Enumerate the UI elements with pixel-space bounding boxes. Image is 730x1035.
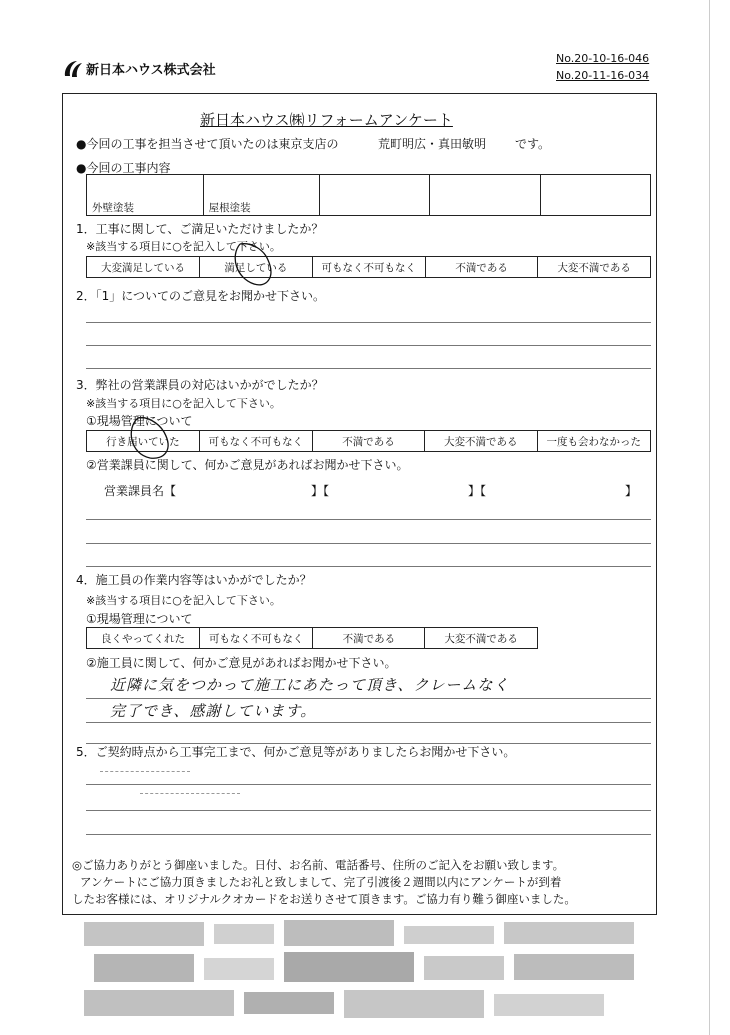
doc-number-2: No.20-11-16-034	[556, 69, 650, 82]
answer-line	[86, 698, 651, 699]
answer-line	[86, 543, 651, 544]
doc-number-1: No.20-10-16-046	[556, 52, 650, 65]
q4-option[interactable]: 可もなく不可もなく	[200, 628, 313, 649]
footer-line2: アンケートにご協力頂きましたお礼と致しまして、完了引渡後２週間以内にアンケートが到着	[80, 875, 562, 889]
q1-option[interactable]: 不満である	[426, 257, 538, 278]
footer-line1: ◎ご協力ありがとう御座いました。日付、お名前、電話番号、住所のご記入をお願い致します。	[72, 858, 565, 872]
form-frame	[62, 93, 657, 915]
q3-title: 3．弊社の営業課員の対応はいかがでしたか？	[76, 378, 324, 392]
q1-selection-circle-icon	[226, 238, 286, 293]
q4-sub2: ②施工員に関して、何かご意見があればお聞かせ下さい。	[86, 656, 397, 670]
answer-line	[86, 345, 651, 346]
staff-name-label: 営業課員名【	[104, 484, 177, 498]
q3-option[interactable]: 行き届いていた	[87, 431, 200, 452]
q4-sub1: ①現場管理について	[86, 612, 193, 626]
work-item: 外壁塗装	[87, 175, 204, 216]
handwritten-comment-line2: 完了でき、感謝しています。	[110, 702, 317, 720]
q4-option[interactable]: 不満である	[313, 628, 425, 649]
answer-line	[86, 784, 651, 785]
answer-line	[86, 519, 651, 520]
work-content-label: ●今回の工事内容	[76, 161, 171, 175]
work-item: 屋根塗装	[203, 175, 320, 216]
staff-names: 荒町明広・真田敏明	[378, 137, 487, 151]
intro-prefix: ●今回の工事を担当させて頂いたのは東京支店の	[76, 137, 339, 151]
q3-sub1: ①現場管理について	[86, 414, 193, 428]
q4-option[interactable]: 良くやってくれた	[87, 628, 200, 649]
q3-note: ※該当する項目に○を記入して下さい。	[86, 397, 281, 410]
company-name: 新日本ハウス株式会社	[86, 63, 216, 78]
answer-line	[86, 566, 651, 567]
q4-title: 4．施工員の作業内容等はいかがでしたか？	[76, 573, 312, 587]
q1-option[interactable]: 大変満足している	[87, 257, 200, 278]
q1-option[interactable]: 可もなく不可もなく	[312, 257, 425, 278]
q3-sub2: ②営業課員に関して、何かご意見があればお聞かせ下さい。	[86, 458, 409, 472]
company-logo-icon	[62, 58, 84, 80]
form-title: 新日本ハウス㈱リフォームアンケート	[200, 111, 453, 129]
work-item	[320, 175, 430, 216]
q5-title: 5．ご契約時点から工事完工まで、何かご意見等がありましたらお聞かせ下さい。	[76, 745, 516, 759]
q1-note: ※該当する項目に○を記入して下さい。	[86, 240, 281, 253]
staff-name-separator: 】【	[311, 484, 330, 498]
q1-title: 1．工事に関して、ご満足いただけましたか？	[76, 222, 324, 236]
q3-option[interactable]: 一度も会わなかった	[537, 431, 650, 452]
q1-option[interactable]: 大変不満である	[538, 257, 651, 278]
q2-title: 2．「1」についてのご意見をお聞かせ下さい。	[76, 289, 326, 303]
footer-line3: したお客様には、オリジナルクオカードをお送りさせて頂きます。ご協力有り難う御座いました。	[72, 892, 576, 906]
q3-selection-circle-icon	[118, 414, 180, 464]
answer-line	[86, 743, 651, 744]
work-item	[540, 175, 650, 216]
handwritten-comment-line1: 近隣に気をつかって施工にあたって頂き、クレームなく	[110, 676, 510, 694]
answer-line	[86, 322, 651, 323]
q3-option[interactable]: 可もなく不可もなく	[199, 431, 312, 452]
work-item	[430, 175, 540, 216]
q4-options-table	[86, 627, 538, 649]
q3-option[interactable]: 大変不満である	[424, 431, 537, 452]
faint-mark	[140, 793, 240, 794]
q3-option[interactable]: 不満である	[313, 431, 425, 452]
answer-line	[86, 722, 651, 723]
work-content-table	[86, 174, 651, 216]
staff-name-separator: 】【	[468, 484, 487, 498]
answer-line	[86, 834, 651, 835]
faint-mark	[100, 771, 190, 772]
q1-option[interactable]: 満足している	[200, 257, 312, 278]
intro-suffix: です。	[515, 137, 551, 151]
redacted-customer-info	[84, 918, 644, 1028]
q1-options-table	[86, 256, 651, 278]
page-edge	[709, 0, 710, 1035]
q4-option[interactable]: 大変不満である	[425, 628, 538, 649]
answer-line	[86, 810, 651, 811]
q4-note: ※該当する項目に○を記入して下さい。	[86, 594, 281, 607]
staff-name-bracket-end: 】	[625, 484, 638, 498]
answer-line	[86, 368, 651, 369]
